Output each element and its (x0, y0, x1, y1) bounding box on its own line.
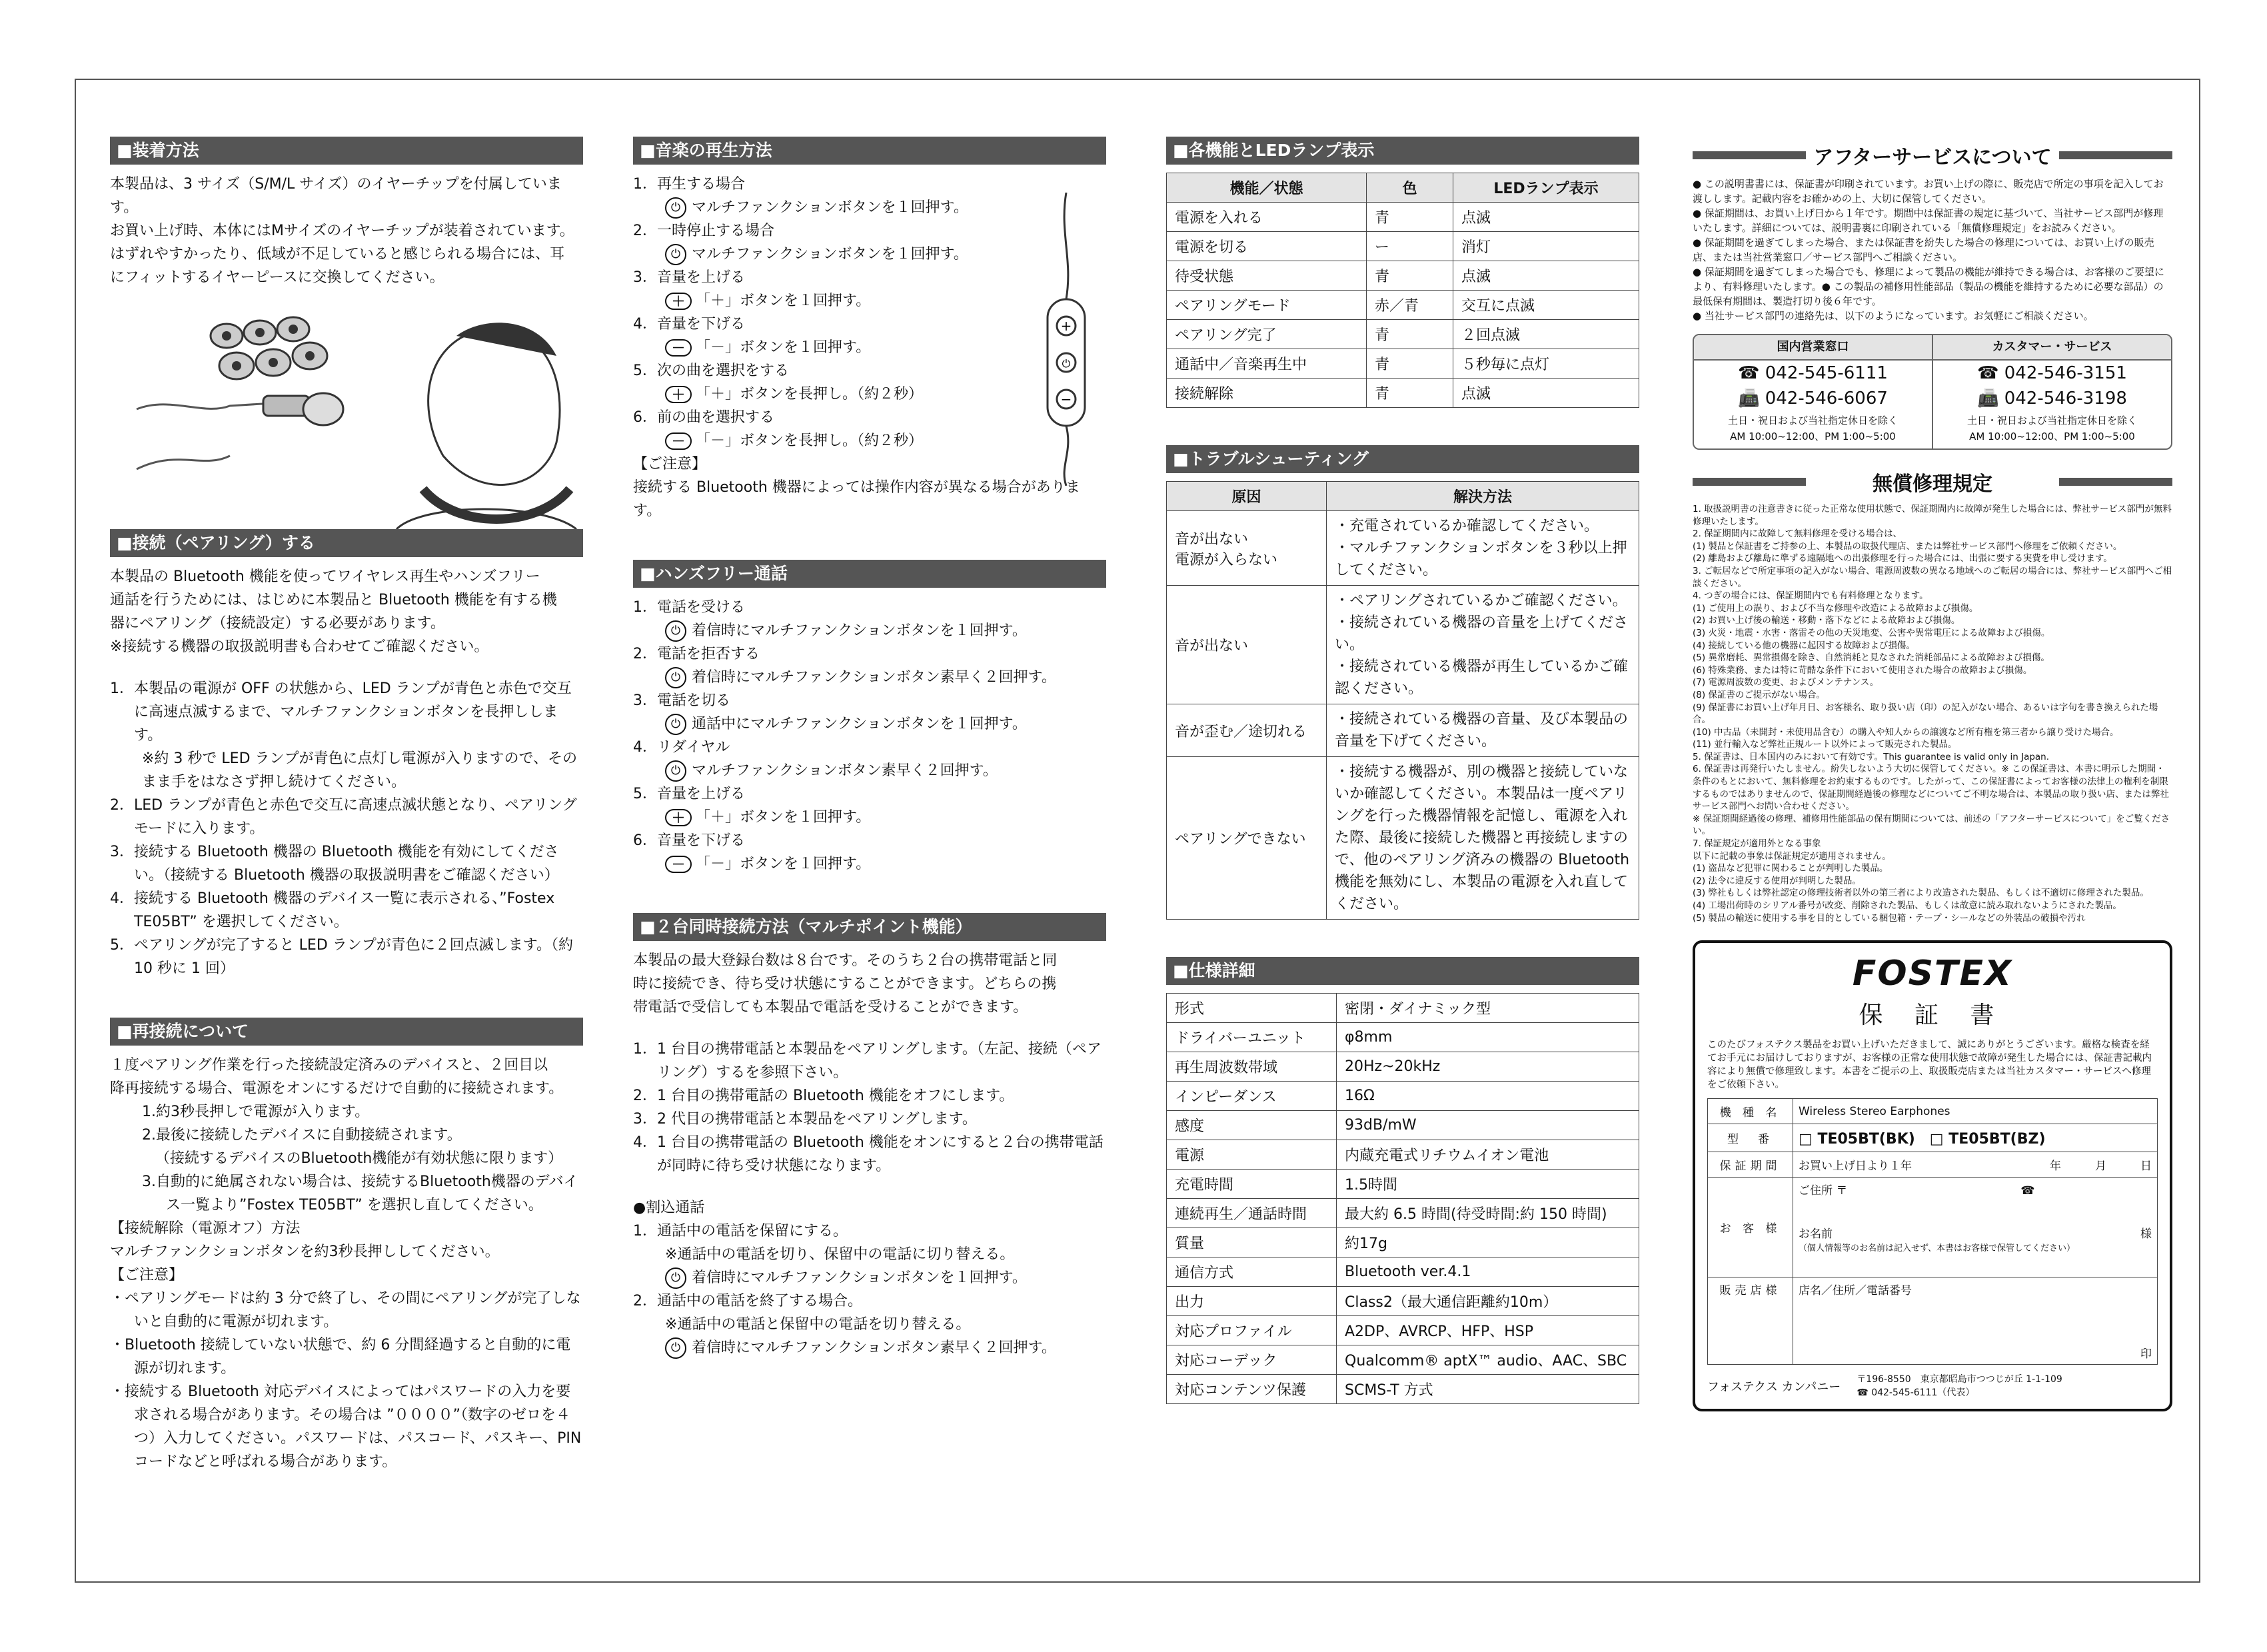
step-title: 3．音量を上げる (633, 269, 745, 286)
column-3 (1166, 137, 1639, 1404)
section-heading-troubleshooting: ■トラブルシューティング (1166, 445, 1639, 473)
plus-button-icon: ＋ (665, 293, 692, 310)
music-note: 接続する Bluetooth 機器によっては操作内容が異なる場合があります。 (633, 479, 1080, 519)
list-item: (8) 保証書のご提示がない場合。 (1693, 689, 1825, 700)
list-item: 1. 取扱説明書の注意書きに従った正常な使用状態で、保証期間内に故障が発生した場合には、弊社サービス部門が無料修理いたします。 (1693, 504, 2172, 527)
table-row: 質量 約17g (1167, 1228, 1639, 1257)
reconnect-text: １度ペアリング作業を行った接続設定済みのデバイスと、２回目以 降再接続する場合、電源をオンにするだけで自動的に接続されます。 1.約3秒長押しで電源が入ります。 2.最後に接続したデバイスに自動接続されます。 （接続するデバイスのBluetooth機能が有効状態に限ります） 3.自動的に絶属されない場合は、接続するBluetooth機器のデバイス一覧より”Fostex TE05BT” を選択し直してください。 【接続解除（電源オフ）方法 マルチファンクションボタンを約3秒長押ししてください。 【ご注意】 ・ペアリングモードは約 3 分で終了し、その間にペアリングが完了しないと自動的に電源が切れます。 ・Bluetooth 接続していない状態で、約 6 分間経過すると自動的に電源が切れます。 ・接続する Bluetooth 対応デバイスによってはパスワードの入力を要求される場合があります。その場合は ”００００”（数字のゼロを４つ）入力してください。パスワードは、パスコード、パスキー、PIN コードなどと呼ばれる場合があります。 (110, 1057, 582, 1470)
phone-number: ☎ 042-545-6111 (1738, 363, 1888, 383)
list-item: ● 保証期間を過ぎてしまった場合でも、修理によって製品の機能が維持できる場合は、お客様のご要望により、有料修理いたします。● この製品の補修用性能部品（製品の機能を維持するために必要な部品）の最低保有期間は、製造打切り後６年です。 (1693, 266, 2164, 307)
list-item: ● 保証期間を過ぎてしまった場合、または保証書を紛失した場合の修理については、お買い上げの販売店、または当社営業窓口／サービス部門へご相談ください。 (1693, 237, 2154, 263)
step-detail: － 「－」ボタンを長押し。（約２秒） (633, 429, 1106, 452)
minus-button-icon: － (665, 856, 692, 873)
column-1 (110, 137, 583, 1473)
service-contacts (1693, 334, 2172, 450)
list-item: 5. 保証書は、日本国内のみにおいて有効です。This guarantee is valid only in Japan. (1693, 751, 2050, 762)
list-item: 2. 保証期間内に故障して無料修理を受ける場合は、 (1693, 528, 1902, 540)
step-title: 3．電話を切る (633, 692, 730, 709)
step-detail: － 「－」ボタンを１回押す。 (633, 852, 1106, 876)
section-heading-spec: ■仕様詳細 (1166, 957, 1639, 985)
step-detail: ⏻ 着信時にマルチファンクションボタンを１回押す。 (633, 619, 1106, 642)
step-title: 4．リダイヤル (633, 739, 730, 756)
warranty-table: 機 種 名 Wireless Stereo Earphones 型 番 □ TE05BT(BK) □ TE05BT(BZ) 保証期間 お買い上げ日より１年 年 月 日 お 客 様 ご住所 〒 ☎ お名前 様 （個人情報等のお名前は記入せず、本書はお客様で保管してください） 販売店様 店名／住所／電話番号 印 (1707, 1098, 2158, 1365)
table-row: 充電時間 1.5時間 (1167, 1170, 1639, 1199)
table-row: 音が歪む／途切れる ・接続されている機器の音量、及び本製品の音量を下げてください。 (1167, 704, 1639, 757)
power-icon: ⏻ (665, 667, 686, 688)
fax-number: 📠 042-546-6067 (1738, 389, 1888, 409)
free-repair-title: 無償修理規定 (1693, 467, 2172, 496)
list-item: (3) 火災・地震・水害・落雷その他の天災地変、公害や異常電圧による故障および損傷。 (1693, 627, 2050, 638)
table-row: 通話中／音楽再生中 青 ５秒毎に点灯 (1167, 349, 1639, 379)
earphone-fitting-image (110, 289, 583, 529)
list-item: 7. 保証規定が適用外となる事象 (1693, 838, 1821, 850)
table-row: ペアリングできない ・接続する機器が、別の機器と接続していないか確認してください。本製品は一度ペアリングを行った機器情報を記憶し、電源を入れた際、最後に接続した機器と再接続しますので、他のペアリング済みの機器の Bluetooth 機能を無効にし、本製品の電源を入れ直してください。 (1167, 757, 1639, 920)
list-item: ※ 保証期間経過後の修理、補修用性能部品の保有期間については、前述の「アフターサービスについて」をご覧ください。 (1693, 813, 2170, 837)
step-detail: － 「－」ボタンを１回押す。 (633, 336, 1106, 359)
fax-number: 📠 042-546-3198 (1977, 389, 2127, 409)
list-item: (5) 製品の輸送に使用する事を目的としている梱包箱・テープ・シールなどの外装品の破損や汚れ (1693, 912, 2086, 924)
table-row: 感度 93dB/mW (1167, 1111, 1639, 1140)
after-service-title: アフターサービスについて (1693, 141, 2172, 170)
power-icon: ⏻ (665, 620, 686, 642)
step-detail: ＋ 「＋」ボタンを１回押す。 (633, 806, 1106, 829)
step-detail: ⏻ 着信時にマルチファンクションボタン素早く２回押す。 (633, 666, 1106, 689)
step-title: 6．前の曲を選択する (633, 409, 774, 426)
pairing-step: 5．ペアリングが完了すると LED ランプが青色に２回点滅します。（約 10 秒に 1 回） (110, 937, 574, 977)
list-item: (1) 盗品など犯罪に関わることが判明した製品。 (1693, 863, 1889, 874)
list-item: (6) 特殊業務、または特に苛酷な条件下において使用された場合の故障および損傷。 (1693, 664, 2032, 676)
section-heading-reconnect: ■再接続について (110, 1018, 583, 1046)
step-title: 2．一時停止する場合 (633, 223, 774, 239)
sales-contact: 国内営業窓口 ☎ 042-545-6111 📠 042-546-6067 土日・祝日および当社指定休日を除く AM 10:00~12:00、PM 1:00~5:00 (1694, 335, 1932, 448)
plus-button-icon: ＋ (665, 809, 692, 826)
power-icon: ⏻ (665, 1337, 686, 1359)
list-item: (1) ご使用上の誤り、および不当な修理や改造による故障および損傷。 (1693, 602, 1978, 614)
eartip-illustration (110, 289, 583, 529)
power-icon: ⏻ (665, 1267, 686, 1289)
list-item: (7) 電源周波数の変更、およびメンテナンス。 (1693, 677, 1879, 688)
step-title: 6．音量を下げる (633, 832, 745, 849)
column-2: ■音楽の再生方法 1．再生する場合 ⏻ マルチファンクションボタンを１回押す。 2．一時停止する場合 ⏻ マルチファンクションボタンを１回押す。 3．音量を上げる ＋ 「＋」ボタンを１回押す。 4．音量を下げる － 「－」ボタンを１回押す。 5．次の曲を選択をする ＋ 「＋」ボタンを長押し。（約２秒） 6．前の曲を選択する － 「－」ボタンを長押し。（約２秒） + ⏻ − 【ご注意】 接続する Bluetooth 機器によっては操作内容が異なる場合があります。 ■ハンズフリー通話 1．電話を受ける ⏻ 着信時にマルチファンクションボタンを１回押す。 2．電話を拒否する ⏻ 着信時にマルチファンクションボタン素早く２回押す。 3．電話を切る ⏻ 通話中にマルチファンクションボタンを１回押す。 4．リダイヤル ⏻ マルチファンクションボタン素早く２回押す。 5．音量を上げる ＋ 「＋」ボタンを１回押す。 6．音量を下げる － 「－」ボタンを１回押す。 ■２台同時接続方法（マルチポイント機能） 本製品の最大登録台数は８台です。そのうち２台の携帯電話と同 時に接続でき、待ち受け状態にすることができます。どちらの携 帯電話で受信しても本製品で電話を受けることができます。 1．1 台目の携帯電話と本製品をペアリングします。（左記、接続（ペアリング）するを参照下さい。 2．1 台目の携帯電話の Bluetooth 機能をオフにします。 3．2 代目の携帯電話と本製品をペアリングします。 4．1 台目の携帯電話の Bluetooth 機能をオンにすると２台の携帯電話が同時に待ち受け状態になります。 ●割込通話 1．通話中の電話を保留にする。 ※通話中の電話を切り、保留中の電話に切り替える。 ⏻ 着信時にマルチファンクションボタンを１回押す。 2．通話中の電話を終了する場合。 ※通話中の電話と保留中の電話を切り替える。 ⏻ 着信時にマルチファンクションボタン素早く２回押す。 (633, 137, 1106, 1359)
step-detail: ⏻ マルチファンクションボタン素早く２回押す。 (633, 759, 1106, 782)
list-item: (4) 工場出荷時のシリアル番号が改変、削除された製品、もしくは故意に読み取れないようにされた製品。 (1693, 900, 2122, 911)
customer-service-contact: カスタマー・サービス ☎ 042-546-3151 📠 042-546-3198 土日・祝日および当社指定休日を除く AM 10:00~12:00、PM 1:00~5:00 (1932, 335, 2171, 448)
table-row: 再生周波数帯域 20Hz~20kHz (1167, 1052, 1639, 1082)
list-item: (4) 接続している他の機器に起因する故障および損傷。 (1693, 640, 1915, 651)
power-icon: ⏻ (665, 760, 686, 782)
mount-text: 本製品は、3 サイズ（S/M/L サイズ）のイヤーチップを付属しています。 お買い上げ時、本体にはMサイズのイヤーチップが装着されています。 はずれやすかったり、低域が不足していると感じられる場合には、耳 にフィットするイヤーピースに交換してください。 (110, 176, 574, 286)
table-row: 対応コンテンツ保護 SCMS-T 方式 (1167, 1375, 1639, 1404)
phone-number: ☎ 042-546-3151 (1977, 363, 2127, 383)
svg-text:−: − (1060, 391, 1072, 407)
multipoint-text: 本製品の最大登録台数は８台です。そのうち２台の携帯電話と同 時に接続でき、待ち受け状態にすることができます。どちらの携 帯電話で受信しても本製品で電話を受けることができます。 (633, 952, 1058, 1016)
handsfree-steps (633, 596, 1106, 876)
pairing-text: 本製品の Bluetooth 機能を使ってワイヤレス再生やハンズフリー 通話を行うためには、はじめに本製品と Bluetooth 機能を有する機 器にペアリング（接続設定）する必要があります。 ※接続する機器の取扱説明書も合わせてご確認ください。 (110, 568, 557, 655)
table-row: 電源を切る ー 消灯 (1167, 232, 1639, 261)
minus-button-icon: － (665, 432, 692, 450)
pairing-steps (110, 677, 583, 980)
step-detail: ＋ 「＋」ボタンを１回押す。 (633, 289, 1106, 313)
table-row: 音が出ない 電源が入らない ・充電されているか確認してください。 ・マルチファンクションボタンを３秒以上押してください。 (1167, 511, 1639, 586)
list-item: (10) 中古品（未開封・未使用品含む）の購入や知人からの譲渡など所有権を第三者から譲り受けた場合。 (1693, 726, 2119, 738)
list-item: ● 保証期間は、お買い上げ日から１年です。期間中は保証書の規定に基づいて、当社サービス部門が修理いたします。詳細については、説明書裏に印刷されている「無償修理規定」をお読みください。 (1693, 207, 2164, 234)
call-waiting: ●割込通話 1．通話中の電話を保留にする。 ※通話中の電話を切り、保留中の電話に切り替える。 ⏻ 着信時にマルチファンクションボタンを１回押す。 2．通話中の電話を終了する場合。 ※通話中の電話と保留中の電話を切り替える。 ⏻ 着信時にマルチファンクションボタン素早く２回押す。 (633, 1196, 1106, 1359)
table-row: 形式 密閉・ダイナミック型 (1167, 994, 1639, 1023)
music-section (633, 173, 1106, 452)
list-item: (3) 弊社もしくは弊社認定の修理技術者以外の第三者により改造された製品、もしくは不適切に修理された製品。 (1693, 888, 2149, 899)
list-item: (11) 並行輸入など弊社正規ルート以外によって販売された製品。 (1693, 739, 1957, 750)
step-detail: ⏻ マルチファンクションボタンを１回押す。 (633, 243, 1106, 266)
list-item: 以下に記載の事象は保証規定が適用されません。 (1693, 850, 1891, 862)
step-title: 1．再生する場合 (633, 176, 745, 193)
table-row: インピーダンス 16Ω (1167, 1082, 1639, 1111)
list-item: (2) お買い上げ後の輸送・移動・落下などによる故障および損傷。 (1693, 615, 1960, 626)
list-item: 6. 保証書は再発行いたしません。紛失しないよう大切に保管してください。※ この保証書は、本書に明示した期間・条件のもとにおいて、無料修理をお約束するものです。したがって、この保証書によってお客様の法律上の権利を制限するものではありませんので、保証期間経過後の修理などについてご不明な場合は、本製品の取り扱い店、または弊社サービス部門へお問い合わせください。 (1693, 764, 2169, 812)
table-row: ペアリングモード 赤／青 交互に点滅 (1167, 291, 1639, 320)
list-item: (9) 保証書にお買い上げ年月日、お客様名、取り扱い店（印）の記入がない場合、あるいは字句を書き換えられた場合。 (1693, 702, 2158, 726)
table-row: 連続再生／通話時間 最大約 6.5 時間(待受時間:約 150 時間) (1167, 1199, 1639, 1228)
plus-button-icon: ＋ (665, 386, 692, 403)
list-item: 4. つぎの場合には、保証期間内でも有料修理となります。 (1693, 590, 1928, 602)
fostex-logo: FOSTEX (1852, 954, 2013, 994)
pairing-step: 4．接続する Bluetooth 機器のデバイス一覧に表示される、”Fostex TE05BT” を選択してください。 (110, 890, 555, 930)
warranty-title: 保 証 書 (1859, 1002, 2006, 1030)
step-detail: ＋ 「＋」ボタンを長押し。（約２秒） (633, 383, 1106, 406)
section-heading-pairing: ■接続（ペアリング）する (110, 529, 583, 557)
table-row: 出力 Class2（最大通信距離約10m） (1167, 1287, 1639, 1316)
after-service-text (1693, 177, 2172, 323)
power-icon: ⏻ (665, 714, 686, 735)
table-row: ドライバーユニット φ8mm (1167, 1023, 1639, 1052)
pairing-step: 3．接続する Bluetooth 機器の Bluetooth 機能を有効にしてください。（接続する Bluetooth 機器の取扱説明書をご確認ください） (110, 844, 559, 884)
list-item: (2) 離島および離島に準ずる遠隔地への出張修理を行った場合には、出張に要する実費を申し受けます。 (1693, 553, 2112, 564)
led-table: 機能／状態 色 LEDランプ表示 電源を入れる 青 点滅 電源を切る ー 消灯 待受状態 青 点滅 ペアリングモード 赤／青 交互に点滅 ペアリング完了 青 ２回点滅 通話中／音楽再生中 青 ５秒毎に点灯 接続解除 青 点滅 (1166, 173, 1639, 408)
minus-button-icon: － (665, 339, 692, 357)
svg-text:⏻: ⏻ (1062, 357, 1071, 370)
step-title: 2．電話を拒否する (633, 646, 760, 662)
section-heading-led: ■各機能とLEDランプ表示 (1166, 137, 1639, 165)
table-row: 対応コーデック Qualcomm® aptX™ audio、AAC、SBC (1167, 1345, 1639, 1375)
power-icon: ⏻ (665, 197, 686, 219)
table-row: 通信方式 Bluetooth ver.4.1 (1167, 1257, 1639, 1287)
step-detail: ⏻ マルチファンクションボタンを１回押す。 (633, 196, 1106, 219)
section-heading-handsfree: ■ハンズフリー通話 (633, 560, 1106, 588)
list-item: 3. ご転居などで所定事項の記入がない場合、電源周波数の異なる地域へのご転居の場合には、弊社サービス部門へご相談ください。 (1693, 565, 2172, 589)
column-4 (1693, 137, 2172, 1411)
pairing-step: 2．LED ランプが青色と赤色で交互に高速点滅状態となり、ペアリングモードに入ります。 (110, 797, 577, 837)
table-row: 音が出ない ・ペアリングされているかご確認ください。 ・接続されている機器の音量を上げてください。 ・接続されている機器が再生しているかご確認ください。 (1167, 586, 1639, 704)
list-item: ● この説明書書には、保証書が印刷されています。お買い上げの際に、販売店で所定の事項を記入してお渡しします。記載内容をお確かめの上、大切に保管してください。 (1693, 178, 2164, 205)
list-item: (2) 法令に違反する使用が判明した製品。 (1693, 875, 1861, 886)
pairing-step: 1．本製品の電源が OFF の状態から、LED ランプが青色と赤色で交互に高速点滅するまで、マルチファンクションボタンを長押しします。 (110, 680, 572, 744)
table-row: ペアリング完了 青 ２回点滅 (1167, 320, 1639, 349)
table-row: 接続解除 青 点滅 (1167, 379, 1639, 408)
pairing-note: ※約 3 秒で LED ランプが青色に点灯し電源が入りますので、そのまま手をはなさず押し続けてください。 (142, 750, 578, 790)
table-row: 電源を入れる 青 点滅 (1167, 203, 1639, 232)
step-detail: ⏻ 通話中にマルチファンクションボタンを１回押す。 (633, 712, 1106, 736)
multipoint-steps: 1．1 台目の携帯電話と本製品をペアリングします。（左記、接続（ペアリング）するを参照下さい。 2．1 台目の携帯電話の Bluetooth 機能をオフにします。 3．2 代目の携帯電話と本製品をペアリングします。 4．1 台目の携帯電話の Bluetooth 機能をオンにすると２台の携帯電話が同時に待ち受け状態になります。 (633, 1041, 1104, 1174)
warranty-card: FOSTEX 保 証 書 このたびフォステクス製品をお買い上げいただきまして、誠にありがとうございます。厳格な検査を経てお手元にお届けしておりますが、お客様の正常な使用状態で故障が発生した場合には、保証書記載内容により無償で修理致します。本書をご提示の上、取扱販売店または当社カスタマー・サービスへ修理をご依頼下さい。 機 種 名 Wireless Stereo Earphones 型 番 □ TE05BT(BK) □ TE05BT(BZ) 保証期間 お買い上げ日より１年 年 月 日 お 客 様 ご住所 〒 ☎ お名前 様 （個人情報等のお名前は記入せず、本書はお客様で保管してください） 販売店様 店名／住所／電話番号 印 フォステクス カンパニー 〒196-8550 東京都昭島市つつじが丘 1-1-109 ☎ 042-545-6111（代表） (1693, 940, 2172, 1411)
step-title: 4．音量を下げる (633, 316, 745, 333)
step-title: 5．次の曲を選択をする (633, 363, 789, 379)
table-row: 電源 内蔵充電式リチウムイオン電池 (1167, 1140, 1639, 1170)
table-row: 待受状態 青 点滅 (1167, 261, 1639, 291)
spec-table (1166, 993, 1639, 1404)
free-repair-text (1693, 503, 2172, 924)
table-row: 対応プロファイル A2DP、AVRCP、HFP、HSP (1167, 1316, 1639, 1345)
step-title: 1．電話を受ける (633, 599, 745, 616)
section-heading-mount: ■装着方法 (110, 137, 583, 165)
list-item: ● 当社サービス部門の連絡先は、以下のようになっています。お気軽にご相談ください。 (1693, 310, 2094, 322)
troubleshooting-table: 原因 解決方法 音が出ない 電源が入らない ・充電されているか確認してください。 ・マルチファンクションボタンを３秒以上押してください。 音が出ない ・ペアリングされているかご確認ください。 ・接続されている機器の音量を上げてください。 ・接続されている機器が再生しているかご確認ください。 音が歪む／途切れる ・接続されている機器の音量、及び本製品の音量を下げてください。 ペアリングできない ・接続する機器が、別の機器と接続していないか確認してください。本製品は一度ペアリングを行った機器情報を記憶し、電源を入れた際、最後に接続した機器と再接続しますので、他のペアリング済みの機器の Bluetooth 機能を無効にし、本製品の電源を入れ直してください。 (1166, 481, 1639, 920)
power-icon: ⏻ (665, 244, 686, 265)
section-heading-multipoint: ■２台同時接続方法（マルチポイント機能） (633, 913, 1106, 941)
svg-text:+: + (1060, 318, 1072, 334)
company-info: フォステクス カンパニー 〒196-8550 東京都昭島市つつじが丘 1-1-109 ☎ 042-545-6111（代表） (1707, 1374, 2062, 1399)
list-item: (1) 製品と保証書をご持参の上、本製品の取扱代理店、または弊社サービス部門へ修理をご依頼ください。 (1693, 540, 2122, 552)
list-item: (5) 異常磨耗、異常損傷を除き、自然消耗と見なされた消耗部品による故障および損傷。 (1693, 652, 2050, 664)
step-title: 5．音量を上げる (633, 786, 745, 802)
section-heading-music: ■音楽の再生方法 (633, 137, 1106, 165)
remote-control-image (1033, 193, 1100, 486)
